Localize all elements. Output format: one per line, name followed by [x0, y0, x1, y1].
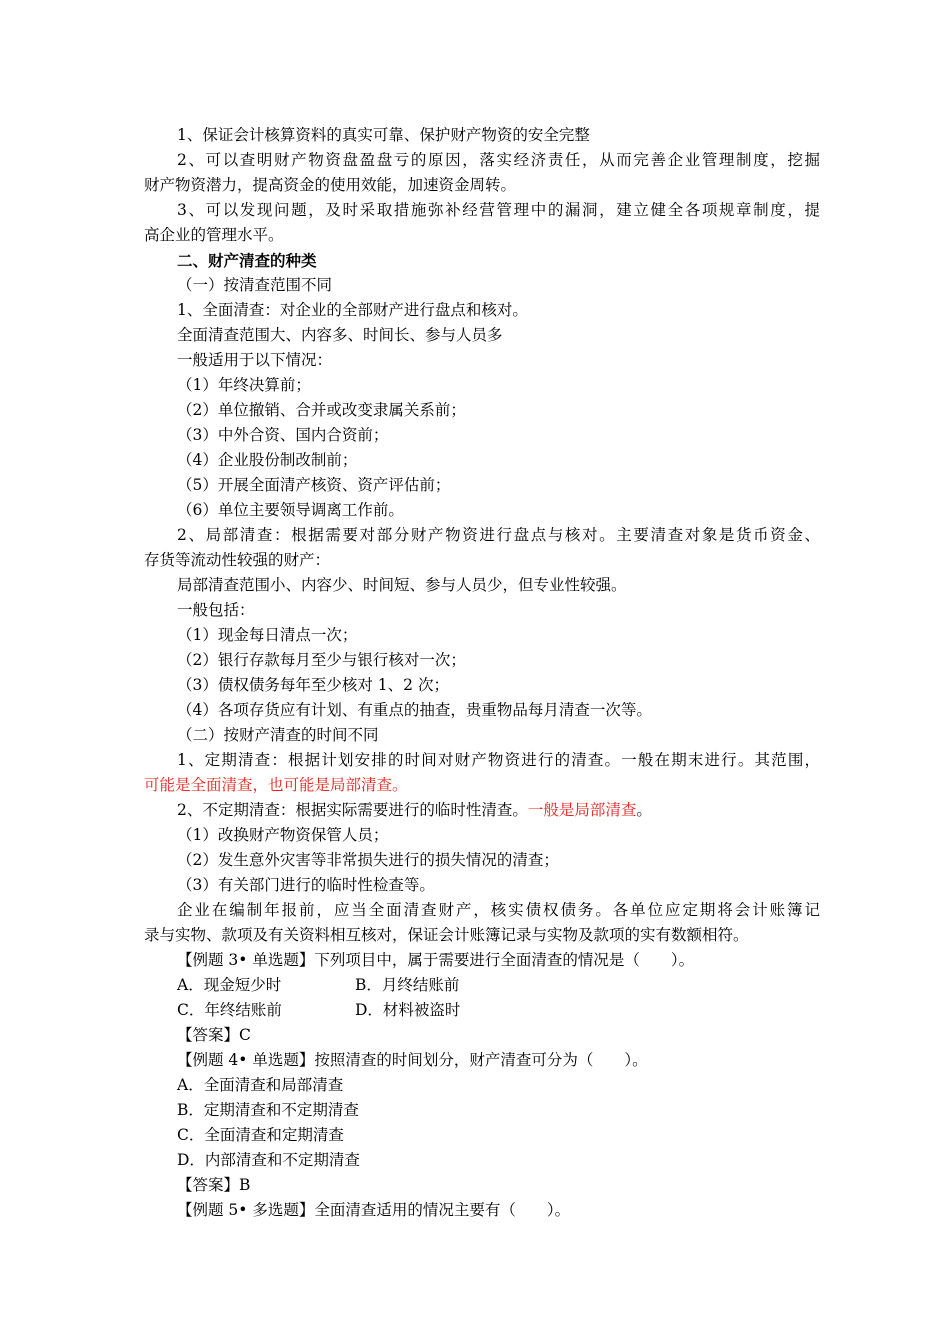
- text-line-content: （一）按清查范围不同: [177, 276, 333, 294]
- text-block-2: [144, 823, 820, 973]
- q3-option-c: C．年终结账前: [177, 1001, 282, 1019]
- text-line: [144, 323, 820, 348]
- text-line-content: （3）中外合资、国内合资前；: [177, 426, 389, 444]
- text-line-content: D．内部清查和不定期清查: [177, 1151, 360, 1169]
- q3-option-b: B．月终结账前: [355, 976, 460, 994]
- document-body: [144, 123, 820, 1223]
- text-line: [144, 373, 820, 398]
- text-line: [144, 173, 820, 198]
- text-line: [144, 648, 820, 673]
- text-line-content: （4）各项存货应有计划、有重点的抽查，贵重物品每月清查一次等。: [177, 701, 652, 719]
- text-line-content: （5）开展全面清产核资、资产评估前；: [177, 476, 451, 494]
- text-line: [144, 273, 820, 298]
- text-line-content: （1）改换财产物资保管人员；: [177, 826, 389, 844]
- text-block-1: [144, 123, 820, 748]
- text-line: [144, 1023, 820, 1048]
- text-line-content: 一般适用于以下情况：: [177, 351, 333, 369]
- text-line: [144, 448, 820, 473]
- text-line-content: B．定期清查和不定期清查: [177, 1101, 359, 1119]
- text-line-content: （4）企业股份制改制前；: [177, 451, 358, 469]
- text-line-content: 【例题 4• 单选题】按照清查的时间划分，财产清查可分为（ ）。: [177, 1051, 648, 1069]
- text-line: [144, 823, 820, 848]
- text-line-content: 2、可以查明财产物资盘盈盘亏的原因，落实经济责任，从而完善企业管理制度，挖掘: [177, 151, 820, 169]
- text-line: [144, 698, 820, 723]
- text-line-content: 【例题 5• 多选题】全面清查适用的情况主要有（ ）。: [177, 1201, 571, 1219]
- text-line: [144, 498, 820, 523]
- text-line: [144, 848, 820, 873]
- text-line: [144, 673, 820, 698]
- text-line-content: 2、局部清查：根据需要对部分财产物资进行盘点与核对。主要清查对象是货币资金、: [177, 526, 820, 544]
- text-block-3: [144, 1023, 820, 1223]
- text-line-content: 高企业的管理水平。: [144, 226, 284, 244]
- text-line: [144, 148, 820, 173]
- text-line-content: 3、可以发现问题，及时采取措施弥补经营管理中的漏洞，建立健全各项规章制度，提: [177, 201, 820, 219]
- irregular-check-suffix: 。: [636, 801, 652, 819]
- text-line: [144, 723, 820, 748]
- text-line: [144, 898, 820, 923]
- text-line-content: （3）有关部门进行的临时性检查等。: [177, 876, 435, 894]
- text-line: [144, 248, 820, 273]
- text-line-content: 1、保证会计核算资料的真实可靠、保护财产物资的安全完整: [177, 126, 590, 144]
- text-line-content: 全面清查范围大、内容多、时间长、参与人员多: [177, 326, 503, 344]
- text-line: [144, 123, 820, 148]
- text-line-content: （3）债权债务每年至少核对 1、2 次；: [177, 676, 449, 694]
- text-line-content: 企业在编制年报前，应当全面清查财产，核实债权债务。各单位应定期将会计账簿记: [177, 901, 820, 919]
- text-line: [144, 948, 820, 973]
- q3-options-row-2: [144, 998, 820, 1023]
- text-line: [144, 523, 820, 548]
- text-line-content: 录与实物、款项及有关资料相互核对，保证会计账簿记录与实物及款项的实有数额相符。: [144, 926, 749, 944]
- text-line: [144, 923, 820, 948]
- text-line-content: （6）单位主要领导调离工作前。: [177, 501, 404, 519]
- text-line: [144, 1123, 820, 1148]
- text-line-content: （2）发生意外灾害等非常损失进行的损失情况的清查；: [177, 851, 559, 869]
- text-line-content: （1）年终决算前；: [177, 376, 311, 394]
- text-line: [144, 473, 820, 498]
- text-line-content: 二、财产清查的种类: [177, 251, 317, 270]
- text-line: [144, 598, 820, 623]
- text-line: [144, 573, 820, 598]
- periodic-check-scope-line: [144, 773, 820, 798]
- periodic-check-line: [144, 748, 820, 773]
- text-line: [144, 1098, 820, 1123]
- text-line: [144, 298, 820, 323]
- periodic-check-text: 1、定期清查：根据计划安排的时间对财产物资进行的清查。一般在期末进行。其范围，: [177, 751, 820, 769]
- text-line-content: 【例题 3• 单选题】下列项目中，属于需要进行全面清查的情况是（ ）。: [177, 951, 695, 969]
- text-line: [144, 398, 820, 423]
- text-line: [144, 1148, 820, 1173]
- irregular-check-text: 2、不定期清查：根据实际需要进行的临时性清查。: [177, 801, 528, 819]
- text-line-content: 存货等流动性较强的财产：: [144, 551, 331, 569]
- text-line-content: 【答案】B: [177, 1176, 251, 1194]
- q3-options-row-1: [144, 973, 820, 998]
- text-line: [144, 198, 820, 223]
- text-line: [144, 1048, 820, 1073]
- text-line-content: （二）按财产清查的时间不同: [177, 726, 379, 744]
- text-line-content: 局部清查范围小、内容少、时间短、参与人员少，但专业性较强。: [177, 576, 627, 594]
- text-line: [144, 623, 820, 648]
- text-line-content: A．全面清查和局部清查: [177, 1076, 344, 1094]
- text-line-content: C．全面清查和定期清查: [177, 1126, 344, 1144]
- text-line-content: （2）银行存款每月至少与银行核对一次；: [177, 651, 466, 669]
- text-line-content: （2）单位撤销、合并或改变隶属关系前；: [177, 401, 466, 419]
- text-line-content: 1、全面清查：对企业的全部财产进行盘点和核对。: [177, 301, 528, 319]
- text-line: [144, 873, 820, 898]
- periodic-check-scope-highlight: 可能是全面清查，也可能是局部清查。: [144, 776, 408, 794]
- irregular-check-line: [144, 798, 820, 823]
- text-line-content: 财产物资潜力，提高资金的使用效能，加速资金周转。: [144, 176, 517, 194]
- text-line-content: 【答案】C: [177, 1026, 251, 1044]
- text-line: [144, 423, 820, 448]
- text-line: [144, 1173, 820, 1198]
- text-line-content: 一般包括：: [177, 601, 255, 619]
- text-line: [144, 1198, 820, 1223]
- q3-option-d: D．材料被盗时: [355, 1001, 461, 1019]
- text-line: [144, 548, 820, 573]
- q3-option-a: A．现金短少时: [177, 976, 282, 994]
- text-line-content: （1）现金每日清点一次；: [177, 626, 358, 644]
- irregular-check-highlight: 一般是局部清查: [527, 801, 637, 819]
- text-line: [144, 223, 820, 248]
- text-line: [144, 348, 820, 373]
- text-line: [144, 1073, 820, 1098]
